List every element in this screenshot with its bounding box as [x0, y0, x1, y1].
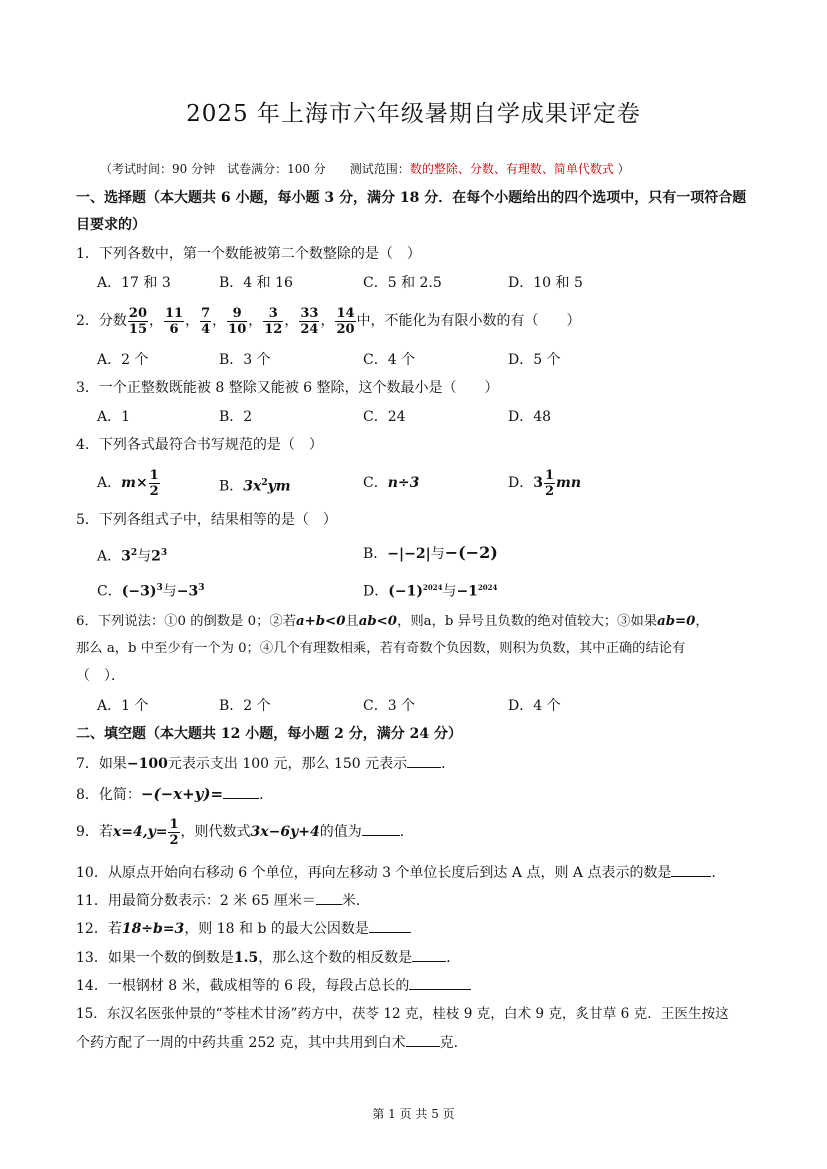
answer-blank — [671, 862, 711, 877]
q3-option-c: C．24 — [363, 409, 406, 425]
q2-fraction: $\frac{7}{4}$ — [201, 305, 211, 337]
q4-option-a: A．m× $\frac{1}{2}$ — [97, 467, 159, 499]
q2-fraction: $\frac{3}{12}$ — [264, 305, 283, 337]
q2-option-b: B．3 个 — [219, 352, 271, 368]
q6-option-a: A．1 个 — [97, 698, 149, 714]
q5-option-a: A．$3^2$与$2^3$ — [97, 548, 168, 565]
q5-stem: 5．下列各组式子中，结果相等的是（ ） — [76, 512, 337, 528]
q4-option-c: C．n÷3 — [363, 475, 420, 491]
exam-info-suffix: ） — [613, 162, 630, 176]
section2-heading: 二、填空题（本大题共 12 小题，每小题 2 分，满分 24 分） — [76, 726, 462, 742]
q9: 9．若x=4,y= $\frac{1}{2}$ ，则代数式3x−6y+4的值为 ． — [76, 816, 414, 848]
q4-d-fraction: $\frac{1}{2}$ — [544, 467, 555, 499]
q12: 12．若18÷b=3，则 18 和 b 的最大公因数是 — [76, 918, 411, 939]
q9-fraction: $\frac{1}{2}$ — [169, 816, 179, 848]
answer-blank — [316, 890, 342, 905]
q2-fraction: $\frac{33}{24}$ — [300, 305, 319, 337]
answer-blank — [362, 821, 400, 836]
q6-line3: （ ）． — [76, 668, 125, 684]
q1-option-a: A．17 和 3 — [97, 275, 171, 291]
q1-stem: 1．下列各数中，第一个数能被第二个数整除的是（ ） — [76, 246, 421, 262]
q2-fraction: $\frac{14}{20}$ — [336, 305, 355, 337]
q2-option-a: A．2 个 — [97, 352, 149, 368]
q6-line1: 6．下列说法：①0 的倒数是 0；②若a+b<0且ab<0，则a，b 异号且负数的绝对值较大；③如果ab=0， — [76, 614, 709, 629]
q11: 11．用最简分数表示：2 米 65 厘米＝ 米． — [76, 890, 370, 911]
q3-option-b: B．2 — [219, 409, 253, 425]
q2-suffix: 中，不能化为有限小数的有（ ） — [356, 313, 581, 329]
q3-option-a: A．1 — [97, 409, 131, 425]
q6-line2: 那么 a，b 中至少有一个为 0；④几个有理数相乘，若有奇数个负因数，则积为负数，其中正确的结论有 — [76, 641, 686, 656]
q1-option-c: C．5 和 2.5 — [363, 275, 442, 291]
section1-heading-line2: 目要求的） — [76, 217, 146, 233]
q4-option-b: B．$3x^2ym$ — [219, 478, 291, 495]
q4-stem: 4．下列各式最符合书写规范的是（ ） — [76, 437, 323, 453]
exam-info-prefix: （考试时间：90 分钟 试卷满分：100 分 测试范围： — [100, 162, 410, 176]
page-title: 2025 年上海市六年级暑期自学成果评定卷 — [186, 101, 641, 127]
q4-a-fraction: $\frac{1}{2}$ — [149, 467, 159, 499]
q8: 8．化简：−(−x+y)= ． — [76, 785, 274, 803]
q6-option-d: D．4 个 — [508, 698, 561, 714]
q1-option-b: B．4 和 16 — [219, 275, 293, 291]
q15-line1: 15．东汉名医张仲景的“苓桂术甘汤”药方中，茯苓 12 克，桂枝 9 克，白术 9 克，炙甘草 6 克．王医生按这 — [76, 1006, 729, 1022]
q5-option-b: B．−|−2|与−(−2) — [363, 543, 498, 562]
page-footer: 第 1 页 共 5 页 — [372, 1107, 455, 1121]
section1-heading-line1: 一、选择题（本大题共 6 小题，每小题 3 分，满分 18 分．在每个小题给出的四个选项中，只有一项符合题 — [76, 190, 747, 206]
q2-fraction: $\frac{9}{10}$ — [228, 305, 247, 337]
q7: 7．如果−100元表示支出 100 元，那么 150 元表示 ． — [76, 753, 455, 774]
q2-option-c: C．4 个 — [363, 352, 416, 368]
q2-option-d: D．5 个 — [508, 352, 561, 368]
q2-prefix: 2．分数 — [76, 313, 127, 329]
answer-blank — [407, 753, 441, 768]
q5-option-c: C．$(-3)^3$与$-3^3$ — [97, 583, 205, 600]
q3-stem: 3．一个正整数既能被 8 整除又能被 6 整除，这个数最小是（ ） — [76, 380, 499, 396]
answer-blank — [406, 1032, 440, 1047]
exam-info — [100, 160, 630, 177]
q2-stem: 2．分数 $\frac{20}{15}$ ， $\frac{11}{6}$ ， $\frac{7}{4}$ ， $\frac{9}{10}$ ， $\frac{3}{12}$ ， $\frac{33}{24}$ ， $\frac{14}{20}$ 中，不能化为有限小数的有（ ） — [76, 305, 581, 337]
q13: 13．如果一个数的倒数是1.5，那么这个数的相反数是 ． — [76, 947, 460, 968]
q14: 14．一根钢材 8 米，截成相等的 6 段，每段占总长的 — [76, 975, 471, 996]
q15-line2: 个药方配了一周的中药共重 252 克，其中共用到白术 克． — [76, 1032, 468, 1053]
answer-blank — [412, 947, 446, 962]
answer-blank — [409, 975, 471, 990]
answer-blank — [369, 918, 411, 933]
q6-option-c: C．3 个 — [363, 698, 416, 714]
q3-option-d: D．48 — [508, 409, 552, 425]
answer-blank — [223, 784, 259, 799]
q6-option-b: B．2 个 — [219, 698, 271, 714]
q5-option-d: D．$(-1)^{2024}$与$-1^{2024}$ — [363, 583, 498, 600]
q2-fraction: $\frac{20}{15}$ — [128, 305, 148, 337]
q1-option-d: D．10 和 5 — [508, 275, 583, 291]
q2-fraction: $\frac{11}{6}$ — [165, 305, 184, 337]
q10: 10．从原点开始向右移动 6 个单位，再向左移动 3 个单位长度后到达 A 点，则 A 点表示的数是 ． — [76, 862, 725, 883]
exam-scope: 数的整除、分数、有理数、简单代数式 — [409, 162, 614, 176]
q4-option-d: D．3 $\frac{1}{2}$ mn — [508, 467, 582, 499]
